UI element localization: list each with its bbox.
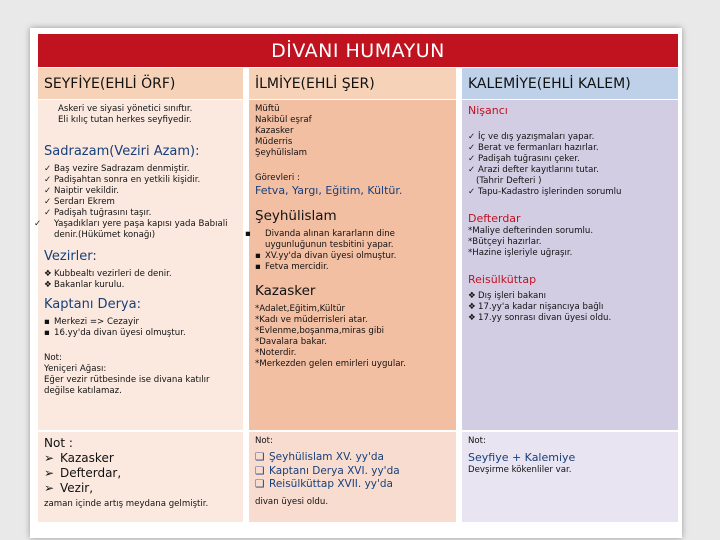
kalemiye-note-cell	[462, 432, 678, 522]
list-item: Müftü	[255, 104, 280, 114]
ilmiye-list	[255, 104, 450, 159]
seyfiye-note-list	[44, 451, 237, 496]
square-bullet-icon: ▪	[255, 262, 261, 272]
ilmiye-note-cell	[249, 432, 456, 522]
kalemiye-note-text: Devşirme kökenliler var.	[468, 465, 572, 475]
nisanci-title: Nişancı	[468, 104, 508, 117]
vezirler-list	[44, 269, 237, 291]
square-bullet-icon: ▪	[44, 328, 50, 338]
list-item: ✓ Tapu-Kadastro işlerinden sorumlu	[468, 187, 622, 197]
diamond-bullet-icon: ❖	[44, 280, 52, 290]
ilmiye-note-label: Not:	[255, 436, 273, 446]
list-item: ✓ Yaşadıkları yere paşa kapısı yada Babıali denir.(Hükümet konağı)	[34, 219, 228, 240]
check-icon: ✓	[468, 165, 476, 175]
list-item: Müderris	[255, 137, 293, 147]
list-item: ▪ Merkezi => Cezayir	[44, 317, 140, 327]
kaptan-list	[44, 317, 237, 339]
list-item: *Evlenme,boşanma,miras gibi	[255, 326, 385, 336]
list-item: ▪ Divanda alınan kararların dine uygunluğunun tesbitini yapar.	[245, 229, 395, 250]
list-item: ▪ 16.yy'da divan üyesi olmuştur.	[44, 328, 186, 338]
square-bullet-icon: ▪	[255, 251, 261, 261]
seyfiye-note-title: Not :	[44, 436, 73, 450]
gorevleri-value: Fetva, Yargı, Eğitim, Kültür.	[255, 184, 403, 197]
list-item: ✓ Berat ve fermanları hazırlar.	[468, 143, 599, 153]
check-icon: ✓	[44, 164, 52, 174]
seyfiye-cell	[34, 100, 243, 430]
ilmiye-cell	[245, 100, 456, 430]
list-item: ▪ Fetva mercidir.	[255, 262, 329, 272]
list-item: ▪ XV.yy'da divan üyesi olmuştur.	[255, 251, 397, 261]
list-item: ❖ Dış işleri bakanı	[468, 291, 547, 301]
list-item: ❑ Kaptanı Derya XVI. yy'da	[255, 464, 400, 477]
list-item: ❖ Kubbealtı vezirleri de denir.	[44, 269, 172, 279]
check-icon: ✓	[34, 219, 42, 229]
ilmiye-note-list	[255, 451, 450, 492]
list-item: *Maliye defterinden sorumlu.	[468, 226, 594, 236]
check-icon: ✓	[44, 197, 52, 207]
sadrazam-title: Sadrazam(Veziri Azam):	[44, 144, 200, 159]
list-item: ✓ Padişah tuğrasını çeker.	[468, 154, 580, 164]
square-bullet-icon: ▪	[245, 229, 251, 239]
kalemiye-note-label: Not:	[468, 436, 486, 446]
list-item: *Kadı ve müderrisleri atar.	[255, 315, 368, 325]
nisanci-list	[468, 132, 672, 198]
square-bullet-icon: ▪	[44, 317, 50, 327]
list-item: ❑ Şeyhülislam XV. yy'da	[255, 451, 384, 463]
gorevleri-label: Görevleri :	[255, 173, 300, 183]
diamond-bullet-icon: ❖	[468, 313, 476, 323]
list-item: ✓ Padişah tuğrasını taşır.	[44, 208, 152, 218]
arrow-bullet-icon: ➢	[44, 451, 55, 465]
list-item: *Davalara bakar.	[255, 337, 328, 347]
kazasker-list	[255, 304, 450, 370]
checkbox-bullet-icon: ❑	[255, 451, 265, 463]
list-item: ❖ 17.yy sonrası divan üyesi oldu.	[468, 313, 612, 323]
list-item: ✓ Arazi defter kayıtlarını tutar.	[468, 165, 599, 175]
check-icon: ✓	[468, 132, 476, 142]
kaptan-title: Kaptanı Derya:	[44, 297, 141, 312]
header-seyfiye: SEYFİYE(EHLİ ÖRF)	[38, 68, 243, 99]
ilmiye-note-text: divan üyesi oldu.	[255, 496, 329, 507]
list-item: ✓ Naiptir vekildir.	[44, 186, 120, 196]
list-item: ✓ Serdarı Ekrem	[44, 197, 115, 207]
checkbox-bullet-icon: ❑	[255, 464, 265, 477]
header-ilmiye: İLMİYE(EHLİ ŞER)	[249, 68, 456, 99]
list-item: *Merkezden gelen emirleri uygular.	[255, 359, 406, 369]
kalemiye-note-title: Seyfiye + Kalemiye	[468, 451, 576, 464]
list-item: ➢ Kazasker	[44, 451, 114, 465]
header-kalemiye: KALEMİYE(EHLİ KALEM)	[462, 68, 678, 99]
seyfiye-intro: Askeri ve siyasi yönetici sınıftır. Eli kılıç tutan herkes seyfiyedir.	[58, 104, 193, 125]
list-item: Şeyhülislam	[255, 148, 307, 158]
seyfiye-note-text: zaman içinde artış meydana gelmiştir.	[44, 499, 209, 509]
list-item: ❖ 17.yy'a kadar nişancıya bağlı	[468, 302, 604, 312]
sadrazam-list	[34, 164, 237, 241]
list-item: *Bütçeyi hazırlar.	[468, 237, 542, 247]
list-item: (Tahrir Defteri )	[476, 176, 542, 186]
page-title: DİVANI HUMAYUN	[38, 34, 678, 67]
reisulkuttap-list	[468, 291, 672, 324]
list-item: *Adalet,Eğitim,Kültür	[255, 304, 346, 314]
check-icon: ✓	[468, 154, 476, 164]
check-icon: ✓	[44, 175, 52, 185]
list-item: ✓ Padişahtan sonra en yetkili kişidir.	[44, 175, 201, 185]
list-item: ✓ İç ve dış yazışmaları yapar.	[468, 132, 595, 142]
diamond-bullet-icon: ❖	[468, 291, 476, 301]
list-item: Nakibül eşraf	[255, 115, 312, 125]
list-item: ❑ Reisülküttap XVII. yy'da	[255, 478, 393, 490]
yeniceri-note: Not: Yeniçeri Ağası: Eğer vezir rütbesinde ise divana katılır değilse katılamaz.	[44, 353, 210, 396]
list-item: ✓ Baş vezire Sadrazam denmiştir.	[44, 164, 190, 174]
reisulkuttap-title: Reisülküttap	[468, 273, 537, 286]
vezirler-title: Vezirler:	[44, 249, 97, 264]
check-icon: ✓	[44, 208, 52, 218]
kazasker-title: Kazasker	[255, 283, 316, 299]
seyhulislam-title: Şeyhülislam	[255, 208, 337, 224]
check-icon: ✓	[468, 187, 476, 197]
diamond-bullet-icon: ❖	[44, 269, 52, 279]
list-item: ➢ Defterdar,	[44, 466, 122, 480]
list-item: ➢ Vezir,	[44, 481, 94, 495]
check-icon: ✓	[468, 143, 476, 153]
diamond-bullet-icon: ❖	[468, 302, 476, 312]
list-item: Kazasker	[255, 126, 294, 136]
seyhulislam-list	[245, 229, 450, 273]
defterdar-title: Defterdar	[468, 212, 521, 225]
defterdar-list	[468, 226, 672, 259]
arrow-bullet-icon: ➢	[44, 481, 55, 495]
list-item: ❖ Bakanlar kurulu.	[44, 280, 125, 290]
kalemiye-cell	[462, 100, 678, 430]
list-item: *Hazine işleriyle uğraşır.	[468, 248, 573, 258]
check-icon: ✓	[44, 186, 52, 196]
checkbox-bullet-icon: ❑	[255, 478, 265, 490]
seyfiye-note-cell	[38, 432, 243, 522]
arrow-bullet-icon: ➢	[44, 466, 55, 480]
list-item: *Noterdir.	[255, 348, 297, 358]
